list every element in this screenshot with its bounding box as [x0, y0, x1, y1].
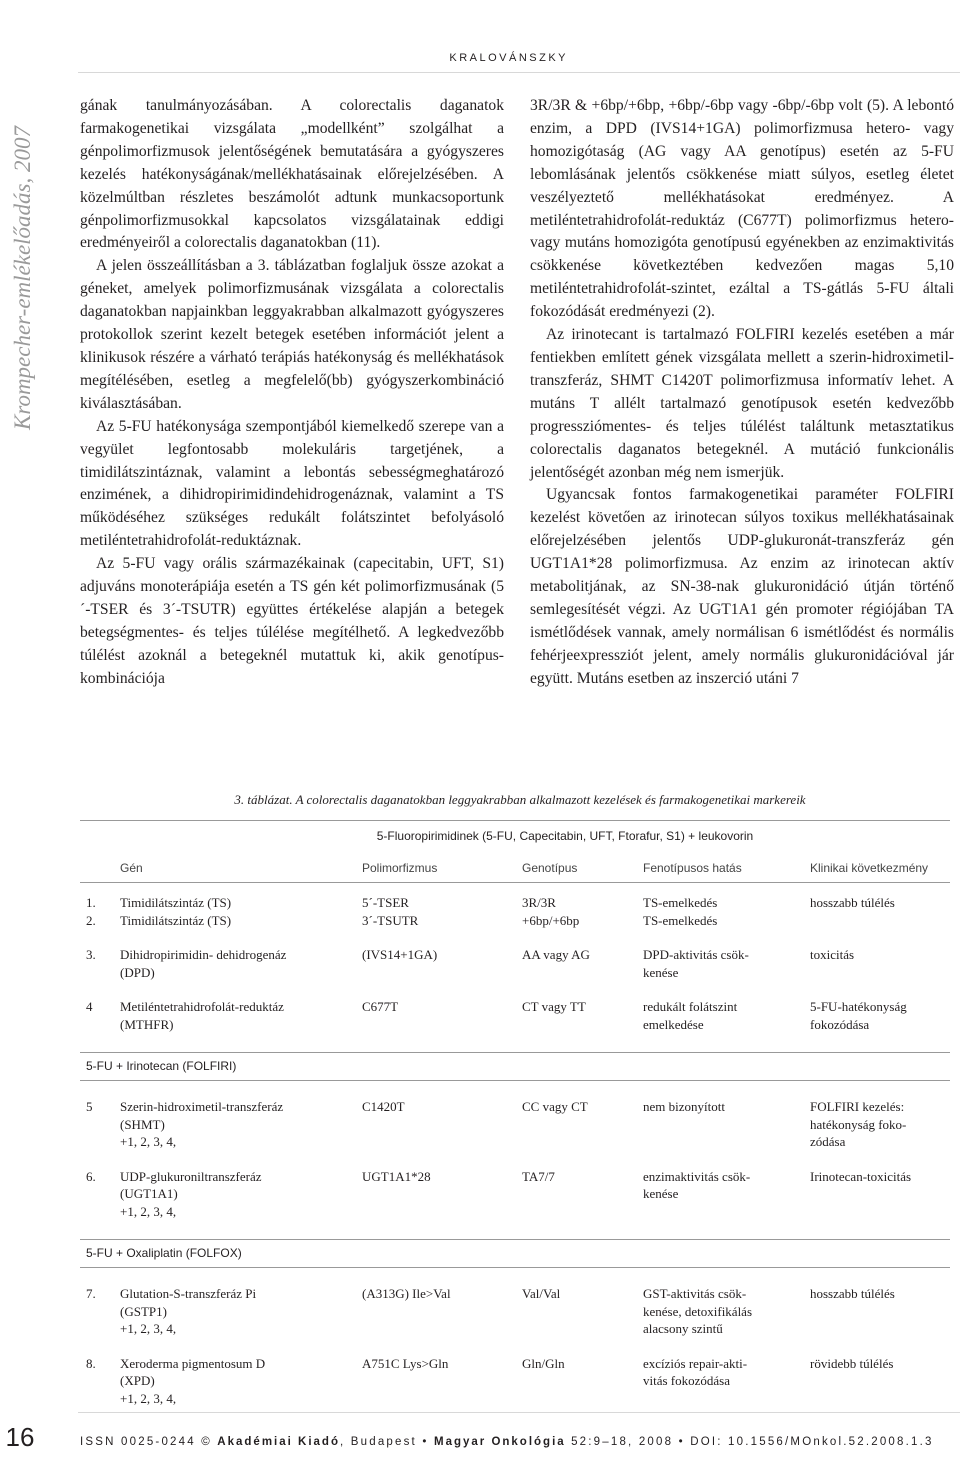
column-header-genotype: Genotípus [522, 861, 578, 875]
row-number: 6. [86, 1168, 96, 1184]
page-number: 16 [5, 1422, 35, 1452]
footer-rule [78, 1412, 960, 1413]
column-header-gene: Gén [120, 861, 143, 875]
footer-city: , Budapest • [339, 1436, 434, 1448]
left-column [80, 95, 504, 691]
clinical-cell: rövidebb túlélés [810, 1355, 894, 1371]
genotype-cell: Val/Val [522, 1286, 561, 1301]
footer-issn: ISSN 0025-0244 © [80, 1436, 218, 1448]
polymorphism-cell: UGT1A1*28 [362, 1168, 431, 1184]
gene-cell: Dihidropirimidin- dehidrogenáz (DPD) [120, 947, 287, 980]
column-header-clinical-consequence: Klinikai következmény [810, 861, 929, 875]
polymorphism-cell: (A313G) Ile>Val [362, 1286, 451, 1301]
row-number: 1. 2. [86, 895, 96, 928]
genotype-cell: 3R/3R +6bp/+6bp [522, 895, 580, 928]
clinical-cell: Irinotecan-toxicitás [810, 1168, 912, 1184]
polymorphism-cell: C1420T [362, 1099, 405, 1114]
row-number: 7. [86, 1286, 96, 1301]
header-rule [78, 72, 960, 73]
group-top-rule [80, 1052, 950, 1053]
treatment-group-label: 5-FU + Oxaliplatin (FOLFOX) [86, 1246, 242, 1260]
right-column [530, 95, 954, 691]
phenotype-cell: GST-aktivitás csök- kenése, detoxifikálás alacsony szintű [643, 1286, 753, 1336]
phenotype-cell: DPD-aktivitás csök- kenése [643, 947, 749, 980]
clinical-cell: FOLFIRI kezelés: hatékonyság foko- zódása [810, 1099, 907, 1149]
gene-cell: Metiléntetrahidrofolát-reduktáz (MTHFR) [120, 999, 284, 1032]
column-header-phenotypic-effect: Fenotípusos hatás [643, 861, 742, 875]
group-bottom-rule [80, 1080, 950, 1081]
clinical-cell: hosszabb túlélés [810, 1286, 895, 1301]
paragraph: A jelen összeállításban a 3. táblázatban foglaljuk össze azokat a géneket, amelyek polimorfizmusának vizsgálata a colorectalis daganatokban napjainkban leggyakrabban alkalmazott gyógyszeres protokollok szerint kezelt betegek esetében információt jelent a klinikusok részére a várható terápiás hatékonyság és mellékhatások megítélésében, esetleg a megfelelő(bb) gyógyszerkombináció kiválasztásában. [80, 257, 504, 412]
clinical-cell: hosszabb túlélés [810, 895, 895, 910]
paragraph: Ugyancsak fontos farmakogenetikai paraméter FOLFIRI kezelést követően az irinotecan súlyos toxikus mellékhatásainak előrejelzésében jelentős UDP-glukuronát-transzferáz gén UGT1A1*28 polimorfizmusa. Az enzim az irinotecan aktív metabolitjának, az SN-38-nak glukuronidáció útján történő semlegesítését végzi. Az UGT1A1 gén promoter régiójában TA ismétlődések vannak, amely normálisan 6 ismétlődést és normális fehérjeexpressziót jelent, amely normális glukuronidációval jár együtt. Mutáns esetben az inszerció utáni 7 [530, 486, 954, 687]
header-bottom-rule [80, 882, 950, 883]
group-bottom-rule [80, 1267, 950, 1268]
phenotype-cell: TS-emelkedés TS-emelkedés [643, 895, 718, 928]
genotype-cell: TA7/7 [522, 1168, 555, 1184]
group-top-rule [80, 1239, 950, 1240]
phenotype-cell: enzimaktivitás csök- kenése [643, 1168, 751, 1201]
row-number: 8. [86, 1355, 96, 1371]
paragraph: Az 5-FU vagy orális származékainak (capecitabin, UFT, S1) adjuváns monoterápiája esetén a TS gén két polimorfizmusának (5´-TSER és 3´-TSUTR) együttes értékelése alapján a betegek betegségmentes- és teljes túlélése megítélhető. A legkedvezőbb túlélést azoknál a betegeknél mutattuk ki, akik genotípus-kombinációja [80, 555, 504, 687]
genotype-cell: CC vagy CT [522, 1099, 588, 1114]
gene-cell: Glutation-S-transzferáz Pi (GSTP1) +1, 2, 3, 4, [120, 1286, 257, 1336]
polymorphism-cell: C677T [362, 999, 399, 1014]
phenotype-cell: redukált folátszint emelkedése [643, 999, 738, 1032]
table-top-rule [80, 820, 950, 821]
gene-cell: Timidilátszintáz (TS) Timidilátszintáz (TS) [120, 895, 232, 928]
table-heading: 5-Fluoropirimidinek (5-FU, Capecitabin, UFT, Ftorafur, S1) + leukovorin [376, 829, 754, 843]
footer-doi: 52:9–18, 2008 • DOI: 10.1556/MOnkol.52.2008.1.3 [565, 1436, 934, 1448]
polymorphism-cell: (IVS14+1GA) [362, 947, 438, 962]
clinical-cell: toxicitás [810, 947, 855, 962]
side-title: Krompecher-emlékelőadás, 2007 [10, 126, 35, 430]
row-number: 4 [86, 999, 93, 1014]
gene-cell: Xeroderma pigmentosum D (XPD) +1, 2, 3, 4, [120, 1355, 266, 1406]
polymorphism-cell: A751C Lys>Gln [362, 1355, 449, 1371]
gene-cell: Szerin-hidroximetil-transzferáz (SHMT) +1, 2, 3, 4, [120, 1099, 284, 1149]
paragraph: Az 5-FU hatékonysága szempontjából kiemelkedő szerepe van a vegyület legfontosabb molekuláris targetjének, a timidilátszintáznak, valamint a lebontás sebességmeghatározó enzimének, a dihidropirimidindehidrogenáznak, valamint a TS működéséhez szükséges redukált folátszintet befolyásoló metiléntetrahidrofolát-reduktáznak. [80, 417, 504, 550]
polymorphism-cell: 5´-TSER 3´-TSUTR [362, 895, 419, 928]
running-header: KRALOVÁNSZKY [449, 52, 568, 64]
table-caption: 3. táblázat. A colorectalis daganatokban leggyakrabban alkalmazott kezelések és farmakogenetikai markereik [234, 792, 806, 807]
phenotype-cell: nem bizonyított [643, 1099, 725, 1114]
treatment-group-label: 5-FU + Irinotecan (FOLFIRI) [86, 1059, 237, 1073]
footer-citation [80, 1436, 960, 1448]
clinical-cell: 5-FU-hatékonyság fokozódása [810, 999, 907, 1032]
phenotype-cell: excíziós repair-akti- vitás fokozódása [643, 1355, 748, 1388]
paragraph: 3R/3R & +6bp/+6bp, +6bp/-6bp vagy -6bp/-6bp volt (5). A lebontó enzim, a DPD (IVS14+1GA) polimorfizmusa hetero- vagy homozigótaság (AG vagy AA genotípus) esetén az 5-FU lebomlásának jelentős csökkenése miatt súlyos, esetleg életet veszélyeztető mellékhatásokat eredményez. A metiléntetrahidrofolát-reduktáz (C677T) polimorfizmus hetero- vagy mutáns homozigóta genotípusú egyénekben az enzimaktivitás csökkenése következtében kedvezően magas 5,10 metiléntetrahidrofolát-szintet, ezáltal a TS-gátlás 5-FU általi fokozódását eredményezi (2). [530, 97, 954, 321]
gene-cell: UDP-glukuroniltranszferáz (UGT1A1) +1, 2, 3, 4, [120, 1168, 262, 1219]
column-header-polymorphism: Polimorfizmus [362, 861, 438, 875]
row-number: 3. [86, 947, 96, 962]
genotype-cell: CT vagy TT [522, 999, 586, 1014]
paragraph: Az irinotecant is tartalmazó FOLFIRI kezelés esetében a már fentiekben említett gének vizsgálata mellett a szerin-hidroximetil-transzferáz, SHMT C1420T polimorfizmusa informatív lehet. A mutáns T allélt tartalmazó genotípusok esetén kedvezőbb progressziómentes- és teljes túlélést találtunk metasztatikus colorectalis daganatos betegeknél. A mutáció funkcionális jelentőségét azonban még nem ismerjük. [530, 326, 954, 481]
genotype-cell: Gln/Gln [522, 1355, 565, 1371]
paragraph: gának tanulmányozásában. A colorectalis daganatok farmakogenetikai vizsgálata „modellként” szolgálhat a génpolimorfizmusok jelentőségének bemutatására a gyógyszeres kezelés hatékonyságának/mellékhatásainak előrejelzésében. A közelmúltban részletes beszámolót adtunk munkacsoportunk génpolimorfizmusokkal kapcsolatos vizsgálatainak eddigi eredményeiről a colorectalis daganatokban (11). [80, 97, 504, 252]
footer-publisher: Akadémiai Kiadó [217, 1436, 340, 1448]
genotype-cell: AA vagy AG [522, 947, 590, 962]
footer-journal: Magyar Onkológia [433, 1436, 566, 1448]
row-number: 5 [86, 1099, 93, 1114]
